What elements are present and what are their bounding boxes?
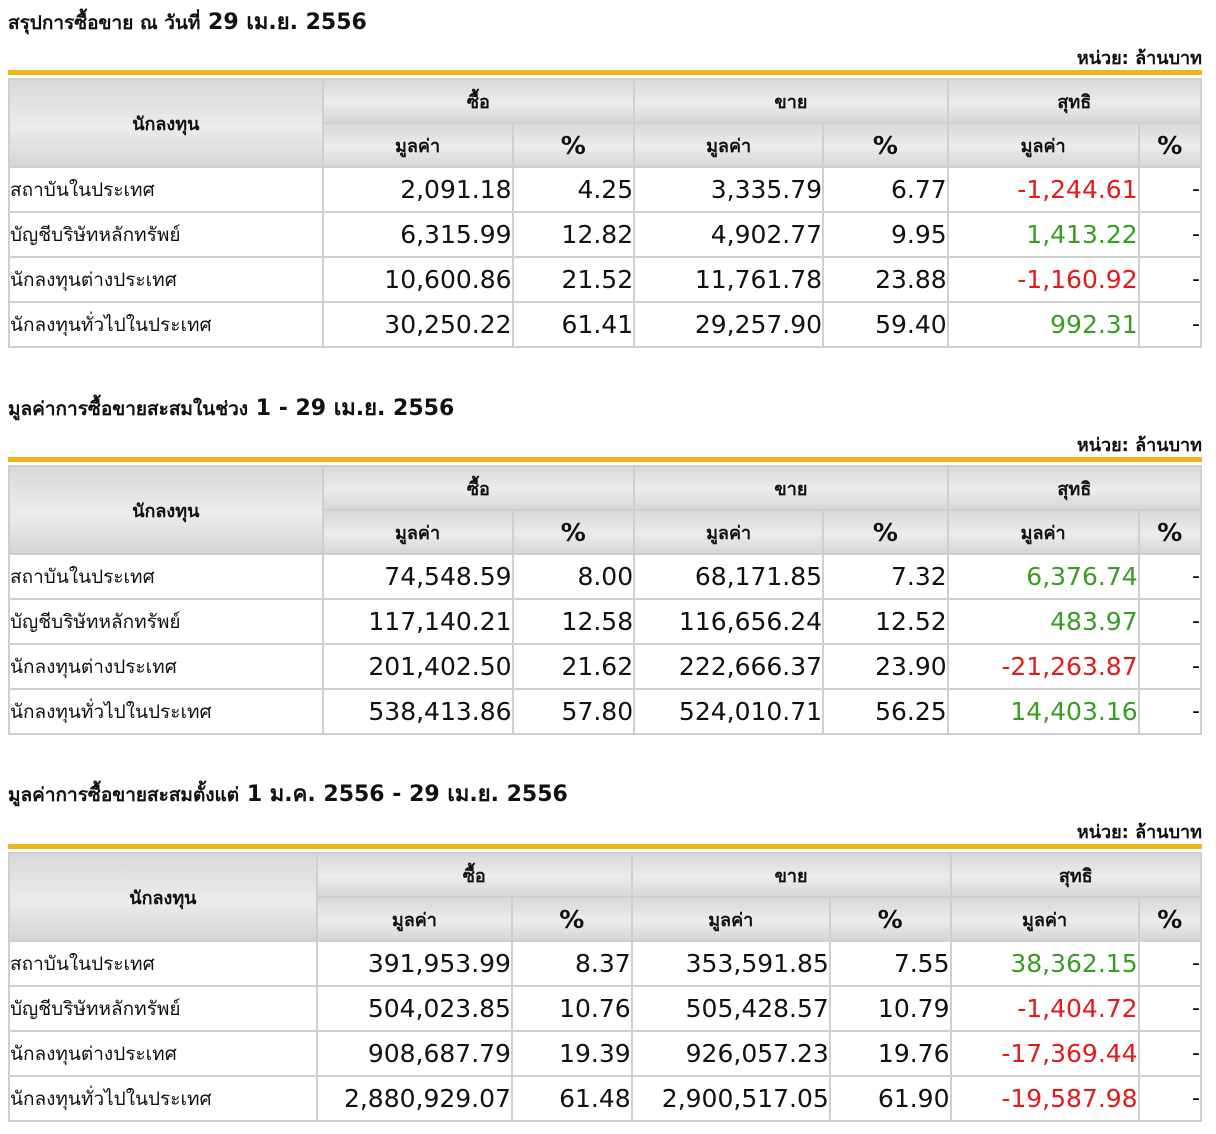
investor-name-cell: บัญชีบริษัทหลักทรัพย์ (10, 987, 316, 1030)
net-value-cell: 483.97 (949, 600, 1138, 643)
section-title-date: 1 - 29 เม.ย. 2556 (255, 396, 455, 421)
buy-pct-cell: 4.25 (514, 168, 634, 211)
net-value-cell: -17,369.44 (952, 1032, 1138, 1075)
investor-name-cell: สถาบันในประเทศ (10, 942, 316, 985)
buy-value-cell: 10,600.86 (324, 258, 512, 301)
table-body (10, 942, 1200, 1120)
table-row (10, 213, 1200, 256)
investor-name-cell: นักลงทุนทั่วไปในประเทศ (10, 303, 322, 346)
net-value-cell: 14,403.16 (949, 690, 1138, 733)
buy-value-cell: 908,687.79 (318, 1032, 511, 1075)
section-title (8, 4, 367, 39)
section-divider (8, 70, 1202, 75)
buy-value-header: มูลค่า (318, 898, 511, 940)
net-pct-cell: - (1140, 987, 1200, 1030)
trading-table (8, 78, 1202, 348)
buy-pct-cell: 19.39 (513, 1032, 631, 1075)
buy-pct-header: % (514, 124, 634, 166)
sell-value-header: มูลค่า (635, 124, 822, 166)
buy-value-cell: 2,880,929.07 (318, 1077, 511, 1120)
buy-pct-cell: 57.80 (514, 690, 634, 733)
buy-pct-cell: 8.00 (514, 555, 634, 598)
buy-header: ซื้อ (324, 467, 634, 509)
section-title (8, 390, 454, 425)
buy-pct-cell: 21.52 (514, 258, 634, 301)
investor-name-cell: บัญชีบริษัทหลักทรัพย์ (10, 213, 322, 256)
sell-value-cell: 68,171.85 (635, 555, 822, 598)
sell-pct-cell: 12.52 (824, 600, 947, 643)
net-value-cell: -19,587.98 (952, 1077, 1138, 1120)
net-pct-cell: - (1140, 258, 1200, 301)
sell-pct-cell: 59.40 (824, 303, 947, 346)
net-value-cell: 6,376.74 (949, 555, 1138, 598)
investor-name-cell: สถาบันในประเทศ (10, 555, 322, 598)
section-title-date: 1 ม.ค. 2556 - 29 เม.ย. 2556 (246, 782, 568, 807)
sell-value-header: มูลค่า (635, 511, 822, 553)
sell-value-cell: 29,257.90 (635, 303, 822, 346)
sell-value-cell: 524,010.71 (635, 690, 822, 733)
buy-value-cell: 117,140.21 (324, 600, 512, 643)
net-value-cell: 1,413.22 (949, 213, 1138, 256)
investor-header: นักลงทุน (10, 854, 316, 940)
section-title-text: มูลค่าการซื้อขายสะสมในช่วง (8, 398, 249, 420)
sell-value-cell: 353,591.85 (633, 942, 829, 985)
table-row (10, 645, 1200, 688)
buy-pct-cell: 61.41 (514, 303, 634, 346)
sell-value-cell: 505,428.57 (633, 987, 829, 1030)
net-pct-cell: - (1140, 645, 1200, 688)
net-pct-cell: - (1140, 213, 1200, 256)
table-row (10, 555, 1200, 598)
buy-pct-cell: 12.82 (514, 213, 634, 256)
section-title-text: มูลค่าการซื้อขายสะสมตั้งแต่ (8, 784, 240, 806)
sell-header: ขาย (635, 80, 947, 122)
net-header: สุทธิ (949, 467, 1200, 509)
buy-pct-cell: 61.48 (513, 1077, 631, 1120)
buy-value-cell: 538,413.86 (324, 690, 512, 733)
sell-pct-cell: 56.25 (824, 690, 947, 733)
sell-pct-cell: 10.79 (831, 987, 950, 1030)
investor-name-cell: นักลงทุนต่างประเทศ (10, 1032, 316, 1075)
table-row (10, 600, 1200, 643)
unit-label: หน่วย: ล้านบาท (1076, 48, 1202, 69)
table-row (10, 1077, 1200, 1120)
table-body (10, 555, 1200, 733)
sell-pct-cell: 9.95 (824, 213, 947, 256)
table-row (10, 258, 1200, 301)
buy-pct-cell: 8.37 (513, 942, 631, 985)
table-body (10, 168, 1200, 346)
investor-name-cell: นักลงทุนต่างประเทศ (10, 645, 322, 688)
investor-name-cell: นักลงทุนทั่วไปในประเทศ (10, 690, 322, 733)
buy-value-cell: 504,023.85 (318, 987, 511, 1030)
sell-value-cell: 116,656.24 (635, 600, 822, 643)
net-pct-cell: - (1140, 1032, 1200, 1075)
investor-name-cell: นักลงทุนทั่วไปในประเทศ (10, 1077, 316, 1120)
investor-name-cell: บัญชีบริษัทหลักทรัพย์ (10, 600, 322, 643)
section-title-text: สรุปการซื้อขาย ณ วันที่ (8, 12, 201, 34)
sell-header: ขาย (635, 467, 947, 509)
sell-pct-cell: 61.90 (831, 1077, 950, 1120)
trading-table (8, 465, 1202, 735)
buy-value-cell: 391,953.99 (318, 942, 511, 985)
net-pct-cell: - (1140, 1077, 1200, 1120)
sell-value-cell: 4,902.77 (635, 213, 822, 256)
summary-section-daily (8, 0, 1202, 352)
net-value-header: มูลค่า (949, 124, 1138, 166)
table-row (10, 168, 1200, 211)
sell-pct-cell: 23.88 (824, 258, 947, 301)
net-header: สุทธิ (949, 80, 1200, 122)
investor-header: นักลงทุน (10, 467, 322, 553)
net-header: สุทธิ (952, 854, 1201, 896)
buy-header: ซื้อ (324, 80, 634, 122)
net-value-cell: -1,244.61 (949, 168, 1138, 211)
buy-value-cell: 30,250.22 (324, 303, 512, 346)
sell-value-header: มูลค่า (633, 898, 829, 940)
net-value-cell: -21,263.87 (949, 645, 1138, 688)
summary-section-ytd (8, 774, 1202, 1130)
sell-pct-cell: 7.55 (831, 942, 950, 985)
unit-label: หน่วย: ล้านบาท (1076, 435, 1202, 456)
buy-header: ซื้อ (318, 854, 631, 896)
buy-value-header: มูลค่า (324, 124, 512, 166)
sell-pct-header: % (824, 124, 947, 166)
summary-section-monthly (8, 388, 1202, 740)
buy-pct-cell: 10.76 (513, 987, 631, 1030)
net-pct-cell: - (1140, 168, 1200, 211)
sell-header: ขาย (633, 854, 950, 896)
sell-value-cell: 222,666.37 (635, 645, 822, 688)
sell-pct-header: % (831, 898, 950, 940)
buy-value-cell: 74,548.59 (324, 555, 512, 598)
trading-table (8, 852, 1202, 1122)
sell-value-cell: 3,335.79 (635, 168, 822, 211)
sell-pct-cell: 19.76 (831, 1032, 950, 1075)
buy-value-header: มูลค่า (324, 511, 512, 553)
net-pct-header: % (1140, 511, 1200, 553)
section-divider (8, 457, 1202, 462)
buy-pct-cell: 12.58 (514, 600, 634, 643)
section-divider (8, 844, 1202, 849)
buy-value-cell: 201,402.50 (324, 645, 512, 688)
net-pct-cell: - (1140, 303, 1200, 346)
investor-header: นักลงทุน (10, 80, 322, 166)
net-value-cell: -1,160.92 (949, 258, 1138, 301)
buy-pct-header: % (513, 898, 631, 940)
net-pct-cell: - (1140, 600, 1200, 643)
sell-pct-cell: 6.77 (824, 168, 947, 211)
net-value-cell: 992.31 (949, 303, 1138, 346)
investor-name-cell: สถาบันในประเทศ (10, 168, 322, 211)
sell-value-cell: 2,900,517.05 (633, 1077, 829, 1120)
net-pct-cell: - (1140, 942, 1200, 985)
buy-pct-header: % (514, 511, 634, 553)
investor-name-cell: นักลงทุนต่างประเทศ (10, 258, 322, 301)
net-pct-cell: - (1140, 690, 1200, 733)
section-title (8, 776, 568, 811)
sell-value-cell: 926,057.23 (633, 1032, 829, 1075)
table-row (10, 303, 1200, 346)
sell-pct-cell: 23.90 (824, 645, 947, 688)
sell-pct-cell: 7.32 (824, 555, 947, 598)
table-row (10, 690, 1200, 733)
table-row (10, 987, 1200, 1030)
table-row (10, 942, 1200, 985)
net-pct-header: % (1140, 898, 1200, 940)
buy-pct-cell: 21.62 (514, 645, 634, 688)
buy-value-cell: 2,091.18 (324, 168, 512, 211)
net-value-cell: -1,404.72 (952, 987, 1138, 1030)
net-value-header: มูลค่า (949, 511, 1138, 553)
sell-value-cell: 11,761.78 (635, 258, 822, 301)
net-pct-cell: - (1140, 555, 1200, 598)
section-title-date: 29 เม.ย. 2556 (208, 10, 367, 35)
buy-value-cell: 6,315.99 (324, 213, 512, 256)
sell-pct-header: % (824, 511, 947, 553)
net-value-cell: 38,362.15 (952, 942, 1138, 985)
net-pct-header: % (1140, 124, 1200, 166)
unit-label: หน่วย: ล้านบาท (1076, 822, 1202, 843)
net-value-header: มูลค่า (952, 898, 1138, 940)
table-row (10, 1032, 1200, 1075)
